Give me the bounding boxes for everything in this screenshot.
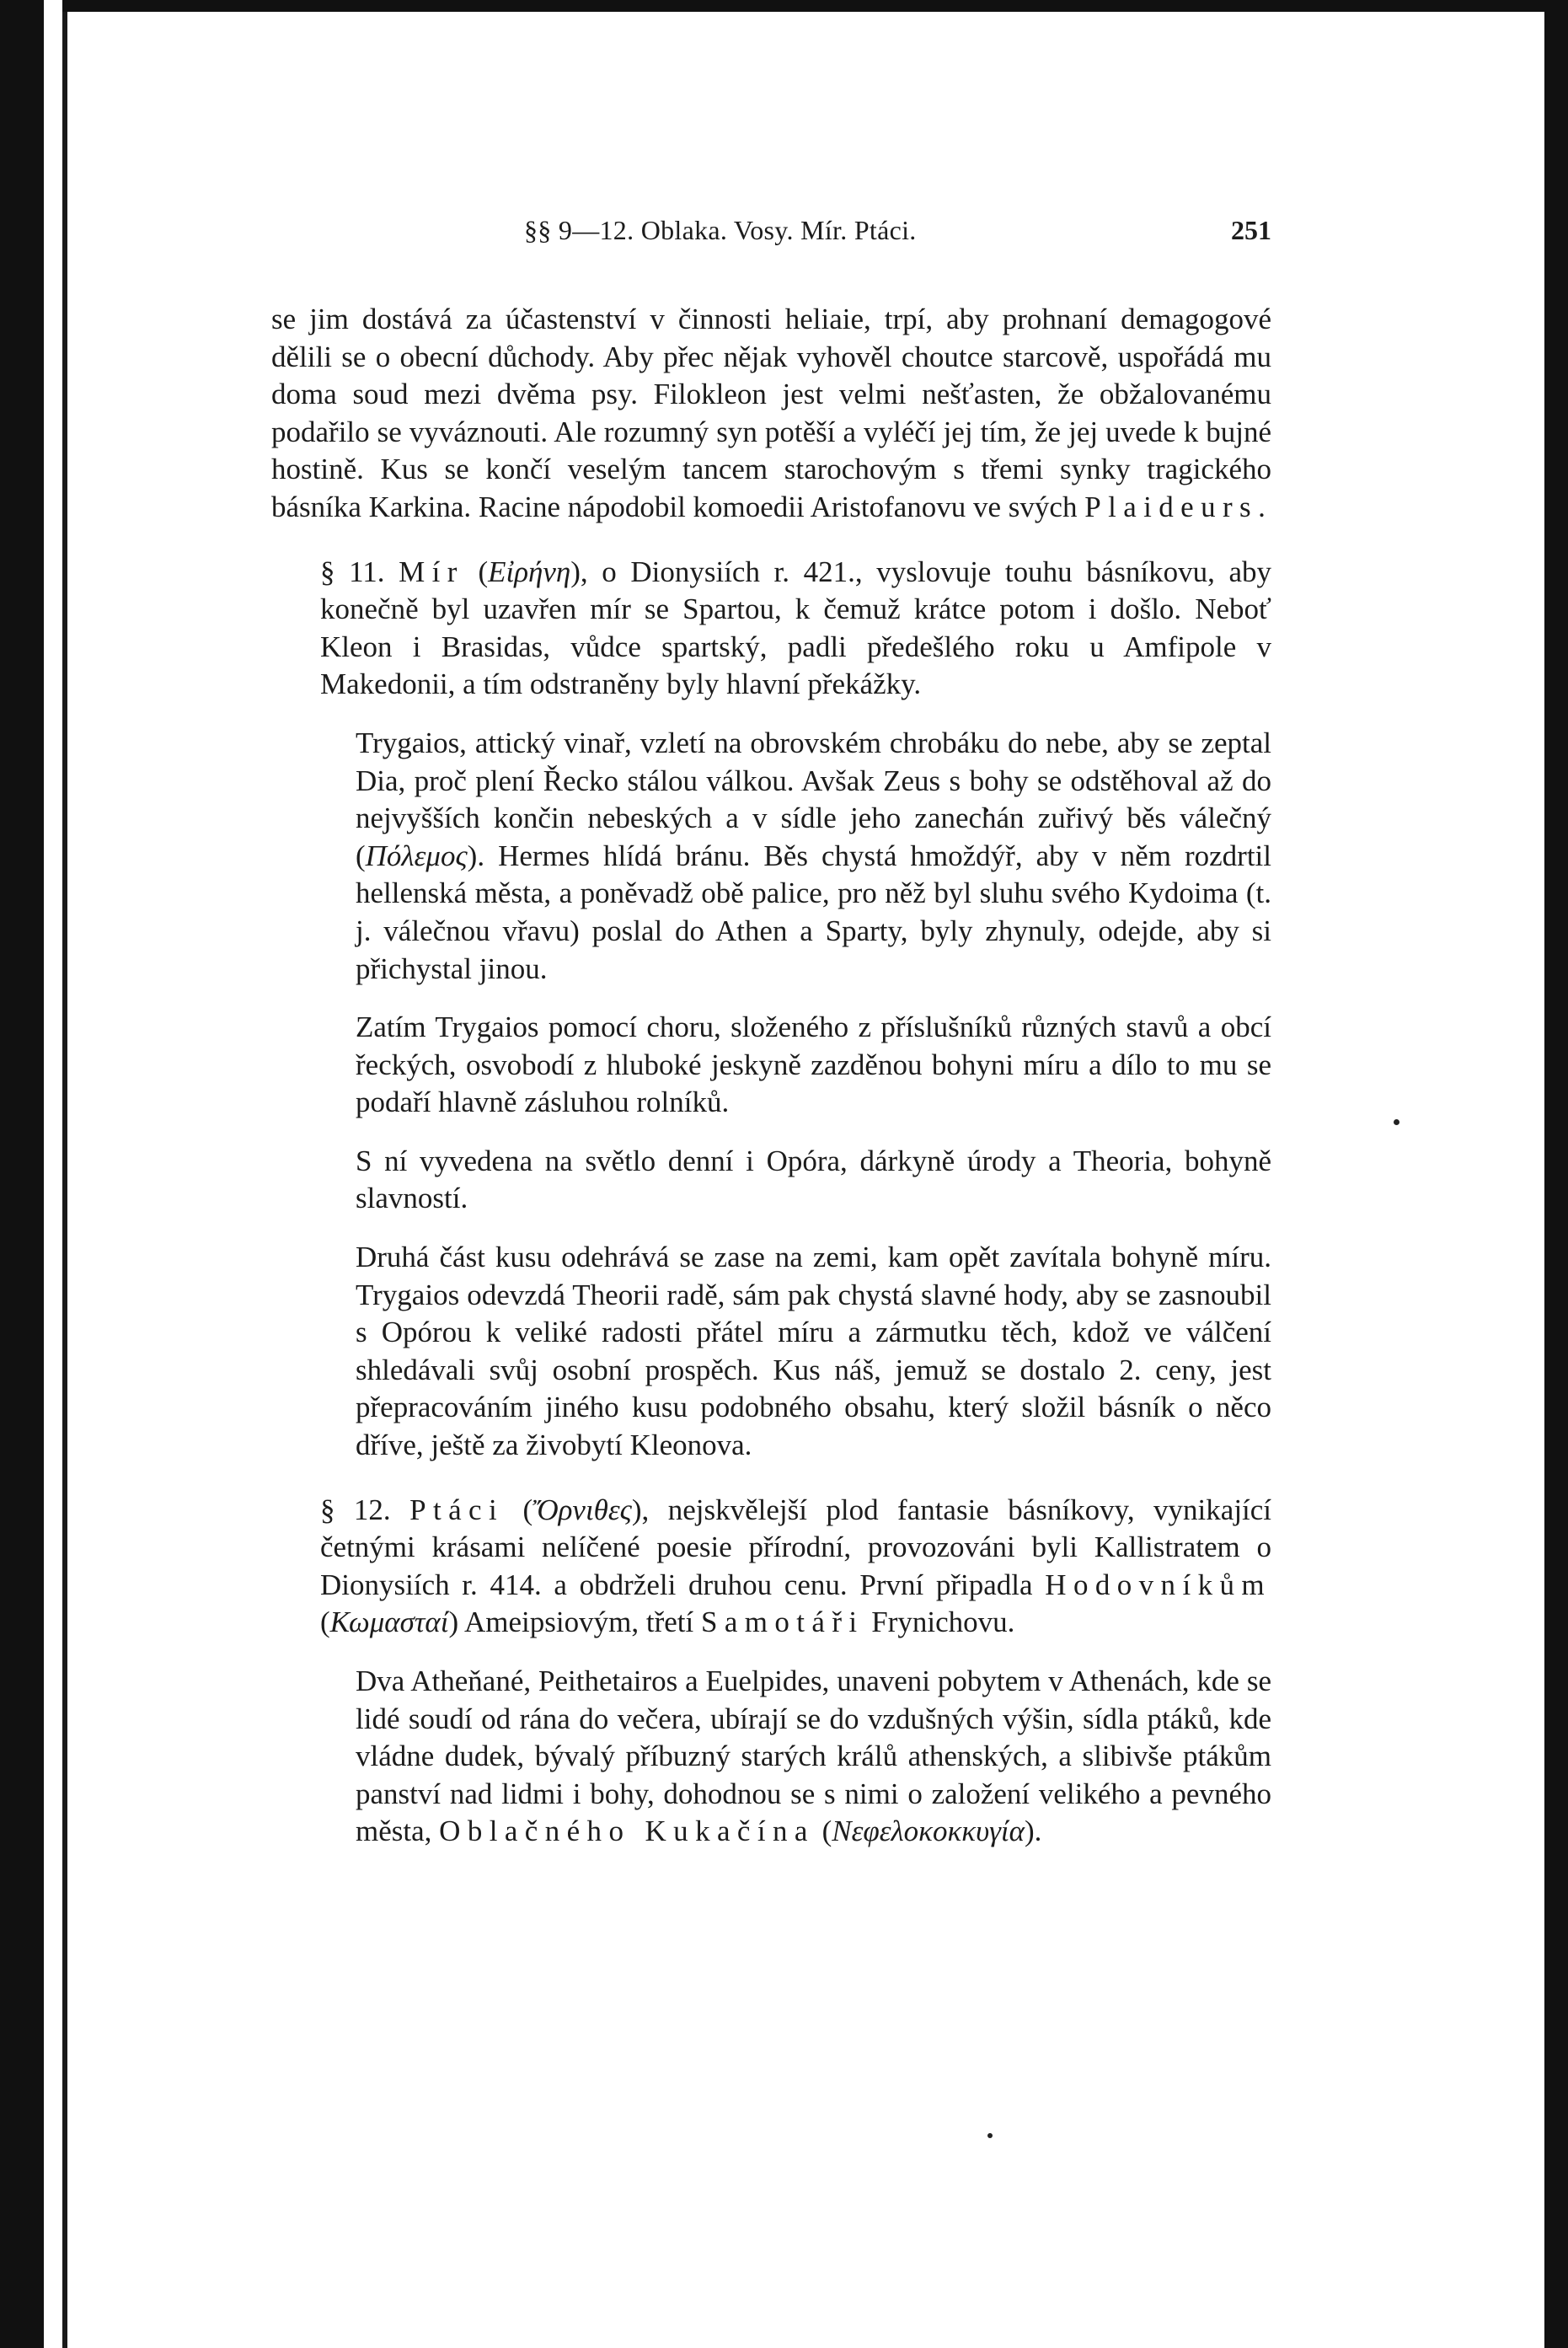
play-title: Samotáři	[700, 1606, 864, 1639]
play-title: Hodovníkům	[1045, 1568, 1272, 1601]
greek-title: Κωμασταί	[329, 1606, 449, 1639]
play-title: Ptáci	[409, 1493, 505, 1526]
paragraph: Zatím Trygaios pomocí choru, složeného z příslušníků různých stavů a obcí řeckých, osvobodí z hluboké jeskyně zazděnou bohyni míru a dílo to mu se podaří hlavně zásluhou rolníků.	[356, 1010, 1271, 1119]
paragraph-text: .	[1258, 490, 1266, 523]
play-title: Mír	[399, 555, 464, 588]
greek-term: Νεφελοκοκκυγία	[832, 1815, 1025, 1848]
paragraph-text: , nejskvělejší plod fantasie básníkovy, vynikající četnými krásami nelíčené poesie přírodní, provozováni byli Kallistratem o Dionysiích r. 414. a obdrželi druhou cenu. První připadla	[320, 1493, 1272, 1601]
greek-title: Εἰρήνη	[488, 555, 571, 588]
scan-top-border	[0, 0, 1568, 12]
paragraph	[271, 301, 1271, 527]
paragraph-text: , o Dionysiích r. 421., vyslovuje touhu básníkovu, aby konečně byl uzavřen mír se Spartou, k čemuž krátce potom i došlo. Neboť Kleon i Brasidas, vůdce spartský, padli předešlého roku u Amfipole v Makedonii, a tím odstraněny byly hlavní překážky.	[320, 555, 1271, 701]
play-title: Plaideurs	[1084, 490, 1259, 523]
scan-speck	[987, 2133, 993, 2138]
greek-title: Ὄρνιθες	[532, 1493, 632, 1526]
section-12-paragraph: § 12. Ptáci (Ὄρνιθες), nejskvělejší plod fantasie básníkovy, vynikající četnými krásami nelíčené poesie přírodní, provozováni byli Kallistratem o Dionysiích r. 414. a obdrželi druhou cenu. První připadla Hodovníkům (Κωμασταί) Ameipsiovým, třetí Samotáři Frynichovu.	[320, 1493, 1272, 1639]
paragraph-text: Dva Atheňané, Peithetairos a Euelpides, unaveni pobytem v Athenách, kde se lidé soudí od rána do večera, ubírají se do vzdušných výšin, sídla ptáků, kde vládne dudek, bývalý příbuzný starých králů athenských, a slibivše ptákům panství nad lidmi i bohy, dohodnou se s nimi o založení velikého a pevného města,	[356, 1665, 1271, 1848]
scan-left-rule	[62, 12, 67, 2348]
paragraph-text: Trygaios, attický vinař, vzletí na obrovském chrobáku do nebe, aby se zeptal Dia, proč plení Řecko stálou válkou. Avšak Zeus s bohy se odstěhoval až do nejvyšších končin nebeských a v sídle jeho zanechán zuřivý běs válečný	[356, 726, 1271, 835]
paragraph-text: Ameipsiovým, třetí	[464, 1606, 694, 1639]
greek-term: Πόλεμος	[365, 839, 468, 872]
paragraph: S ní vyvedena na světlo denní i Opóra, dárkyně úrody a Theoria, bohyně slavností.	[356, 1144, 1271, 1215]
paragraph: Dva Atheňané, Peithetairos a Euelpides, unaveni pobytem v Athenách, kde se lidé soudí od rána do večera, ubírají se do vzdušných výšin, sídla ptáků, kde vládne dudek, bývalý příbuzný starých králů athenských, a slibivše ptákům panství nad lidmi i bohy, dohodnou se s nimi o založení velikého a pevného města, Oblačného Kukačína (Νεφελοκοκκυγία).	[356, 1665, 1271, 1848]
paragraph-text: . Hermes hlídá bránu. Běs chystá hmoždýř, aby v něm rozdrtil hellenská města, a poněvadž obě palice, pro něž byl sluhu svého Kydoima (t. j. válečnou vřavu) poslal do Athen a Sparty, byly zhynuly, odejde, aby si přichystal jinou.	[356, 839, 1271, 985]
header-title: §§ 9—12. Oblaka. Vosy. Mír. Ptáci.	[524, 215, 917, 245]
scan-left-border	[0, 0, 44, 2348]
paragraph-text: se jim dostává za účastenství v činnosti heliaie, trpí, aby prohnaní demagogové dělili se o obecní důchody. Aby přec nějak vyhověl choutce starcově, uspořádá mu doma soud mezi dvěma psy. Filokleon jest velmi nešťasten, že obžalovanému podařilo se vyváznouti. Ale rozumný syn potěší a vyléčí jej tím, že jej uvede k bujné hostině. Kus se končí veselým tancem starochovým s třemi synky tragického básníka Karkina. Racine nápodobil komoedii Aristofanovu ve svých	[271, 303, 1271, 523]
scan-speck	[1394, 1119, 1399, 1125]
paragraph: Druhá část kusu odehrává se zase na zemi, kam opět zavítala bohyně míru. Trygaios odevzdá Theorii radě, sám pak chystá slavné hody, aby se zasnoubil s Opórou k veliké radosti přátel míru a zármutku těch, kdož ve válčení shledávali svůj osobní prospěch. Kus náš, jemuž se dostalo 2. ceny, jest přepracováním jiného kusu podobného obsahu, který složil básník o něco dříve, ještě za živobytí Kleonova.	[356, 1241, 1271, 1462]
city-name: Oblačného Kukačína	[439, 1815, 815, 1848]
paragraph-text: Frynichovu.	[871, 1606, 1015, 1639]
section-sign: § 11.	[320, 555, 385, 588]
section-11-paragraph: § 11. Mír (Εἰρήνη), o Dionysiích r. 421., vyslovuje touhu básníkovu, aby konečně byl uzavřen mír se Spartou, k čemuž krátce potom i došlo. Neboť Kleon i Brasidas, vůdce spartský, padli předešlého roku u Amfipole v Makedonii, a tím odstraněny byly hlavní překážky.	[320, 555, 1271, 701]
page-number: 251	[1231, 215, 1271, 245]
body-text	[271, 301, 1271, 1851]
scan-left-gap	[44, 0, 62, 2348]
section-sign: § 12.	[320, 1493, 391, 1526]
scan-right-border	[1544, 0, 1568, 2348]
running-header	[271, 215, 1271, 255]
paragraph: Trygaios, attický vinař, vzletí na obrovském chrobáku do nebe, aby se zeptal Dia, proč plení Řecko stálou válkou. Avšak Zeus s bohy se odstěhoval až do nejvyšších končin nebeských a v sídle jeho zanechán zuřivý běs válečný (Πόλεμος). Hermes hlídá bránu. Běs chystá hmoždýř, aby v něm rozdrtil hellenská města, a poněvadž obě palice, pro něž byl sluhu svého Kydoima (t. j. válečnou vřavu) poslal do Athen a Sparty, byly zhynuly, odejde, aby si přichystal jinou.	[356, 726, 1271, 985]
